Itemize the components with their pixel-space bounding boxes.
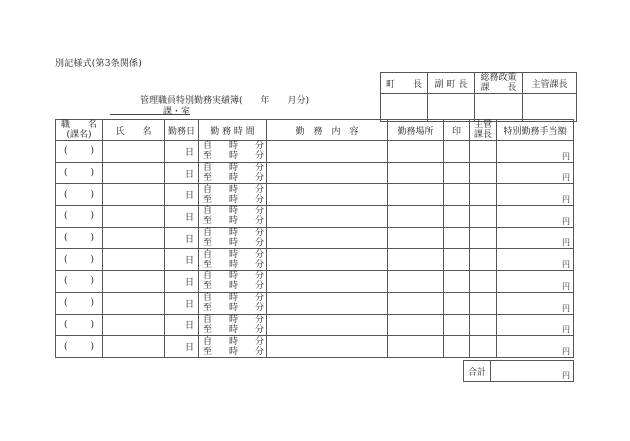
name-header: 氏 名	[103, 120, 165, 141]
from-label: 自	[203, 271, 213, 282]
chief-col-line1: 主管	[473, 120, 492, 130]
paren-close: )	[90, 298, 94, 309]
work-place-cell[interactable]	[388, 206, 444, 228]
chief-col-line2: 課長	[473, 130, 492, 140]
dept-underline	[110, 114, 190, 115]
hour-unit: 時	[229, 238, 239, 249]
work-place-cell[interactable]	[388, 162, 444, 184]
chief-header: 主管課長	[523, 73, 577, 94]
seal-cell[interactable]	[444, 227, 470, 249]
position-cell[interactable]	[56, 141, 103, 163]
day-unit: 日	[184, 299, 194, 310]
minute-unit: 分	[255, 324, 265, 335]
minute-unit: 分	[255, 206, 265, 217]
work-day-cell[interactable]	[165, 141, 199, 163]
work-day-cell[interactable]	[165, 184, 199, 206]
work-place-cell[interactable]	[388, 249, 444, 271]
position-cell[interactable]	[56, 314, 103, 336]
paren-close: )	[90, 233, 94, 244]
hour-unit: 時	[229, 141, 239, 152]
to-label: 至	[203, 346, 213, 357]
name-cell[interactable]	[103, 249, 165, 271]
work-place-cell[interactable]	[388, 314, 444, 336]
work-content-cell[interactable]	[267, 227, 388, 249]
seal-cell[interactable]	[444, 271, 470, 293]
work-content-cell[interactable]	[267, 249, 388, 271]
paren-close: )	[90, 146, 94, 157]
day-unit: 日	[184, 343, 194, 354]
form-title: 管理職員特別勤務実績簿( 年 月分)	[140, 96, 310, 106]
from-label: 自	[203, 141, 213, 152]
position-cell[interactable]	[56, 227, 103, 249]
allowance-cell[interactable]	[497, 162, 574, 184]
hour-unit: 時	[229, 336, 239, 347]
hour-unit: 時	[229, 173, 239, 184]
name-cell[interactable]	[103, 271, 165, 293]
work-day-cell[interactable]	[165, 336, 199, 358]
work-time-cell[interactable]	[199, 336, 267, 358]
minute-unit: 分	[255, 194, 265, 205]
to-label: 至	[203, 151, 213, 162]
table-row	[56, 141, 574, 163]
chief-seal-cell[interactable]	[470, 336, 497, 358]
minute-unit: 分	[255, 336, 265, 347]
chief-seal-cell[interactable]	[470, 314, 497, 336]
hour-unit: 時	[229, 346, 239, 357]
hour-unit: 時	[229, 163, 239, 174]
form-caption: 別記様式(第3条関係)	[55, 59, 142, 69]
paren-open: (	[64, 276, 68, 287]
work-time-cell[interactable]	[199, 292, 267, 314]
minute-unit: 分	[255, 303, 265, 314]
table-row	[56, 292, 574, 314]
minute-unit: 分	[255, 228, 265, 239]
paren-close: )	[90, 319, 94, 330]
hour-unit: 時	[229, 206, 239, 217]
town-head-seal-box[interactable]	[381, 94, 428, 122]
work-place-cell[interactable]	[388, 227, 444, 249]
allowance-cell[interactable]	[497, 292, 574, 314]
seal-cell[interactable]	[444, 292, 470, 314]
name-cell[interactable]	[103, 314, 165, 336]
hour-unit: 時	[229, 151, 239, 162]
position-cell[interactable]	[56, 271, 103, 293]
from-label: 自	[203, 249, 213, 260]
from-label: 自	[203, 293, 213, 304]
seal-cell[interactable]	[444, 162, 470, 184]
work-time-cell[interactable]	[199, 271, 267, 293]
work-time-cell[interactable]	[199, 184, 267, 206]
work-content-cell[interactable]	[267, 206, 388, 228]
table-row	[56, 206, 574, 228]
work-time-cell[interactable]	[199, 206, 267, 228]
day-unit: 日	[184, 147, 194, 158]
work-content-cell[interactable]	[267, 271, 388, 293]
minute-unit: 分	[255, 259, 265, 270]
seal-cell[interactable]	[444, 336, 470, 358]
position-cell[interactable]	[56, 162, 103, 184]
yen-unit: 円	[562, 303, 570, 313]
name-cell[interactable]	[103, 141, 165, 163]
chief-seal-cell[interactable]	[470, 227, 497, 249]
paren-close: )	[90, 189, 94, 200]
hour-unit: 時	[229, 281, 239, 292]
paren-open: (	[64, 168, 68, 179]
seal-cell[interactable]	[444, 249, 470, 271]
chief-col-header	[470, 120, 497, 141]
position-header-line1: 職 名	[60, 120, 97, 130]
work-content-cell[interactable]	[267, 336, 388, 358]
minute-unit: 分	[255, 151, 265, 162]
work-time-header: 勤 務 時 間	[199, 120, 267, 141]
work-content-cell[interactable]	[267, 292, 388, 314]
chief-seal-cell[interactable]	[470, 249, 497, 271]
allowance-cell[interactable]	[497, 184, 574, 206]
to-label: 至	[203, 324, 213, 335]
to-label: 至	[203, 303, 213, 314]
work-content-cell[interactable]	[267, 162, 388, 184]
paren-close: )	[90, 254, 94, 265]
paren-open: (	[64, 233, 68, 244]
minute-unit: 分	[255, 293, 265, 304]
from-label: 自	[203, 228, 213, 239]
work-day-cell[interactable]	[165, 292, 199, 314]
hour-unit: 時	[229, 249, 239, 260]
position-cell[interactable]	[56, 292, 103, 314]
total-yen: 円	[562, 371, 570, 380]
yen-unit: 円	[562, 325, 570, 335]
policy-chief-line1: 総務政策	[480, 73, 517, 83]
allowance-cell[interactable]	[497, 314, 574, 336]
table-row	[56, 336, 574, 358]
from-label: 自	[203, 163, 213, 174]
work-place-header: 勤務場所	[388, 120, 444, 141]
total-label: 合計	[464, 361, 491, 382]
total-table	[463, 360, 574, 382]
chief-seal-cell[interactable]	[470, 184, 497, 206]
work-content-cell[interactable]	[267, 184, 388, 206]
day-unit: 日	[184, 277, 194, 288]
work-day-cell[interactable]	[165, 271, 199, 293]
work-content-cell[interactable]	[267, 141, 388, 163]
name-cell[interactable]	[103, 162, 165, 184]
work-day-cell[interactable]	[165, 314, 199, 336]
day-unit: 日	[184, 256, 194, 267]
work-day-cell[interactable]	[165, 227, 199, 249]
work-day-cell[interactable]	[165, 162, 199, 184]
hour-unit: 時	[229, 324, 239, 335]
paren-close: )	[90, 168, 94, 179]
yen-unit: 円	[562, 216, 570, 226]
work-time-cell[interactable]	[199, 249, 267, 271]
chief-seal-cell[interactable]	[470, 141, 497, 163]
work-place-cell[interactable]	[388, 271, 444, 293]
hour-unit: 時	[229, 259, 239, 270]
yen-unit: 円	[562, 260, 570, 270]
paren-open: (	[64, 298, 68, 309]
deputy-head-seal-box[interactable]	[428, 94, 475, 122]
position-cell[interactable]	[56, 184, 103, 206]
approval-stamp-table	[380, 72, 577, 122]
total-amount-cell[interactable]	[491, 361, 574, 382]
paren-close: )	[90, 341, 94, 352]
table-row	[56, 227, 574, 249]
policy-chief-seal-box[interactable]	[475, 94, 523, 122]
yen-unit: 円	[562, 195, 570, 205]
from-label: 自	[203, 184, 213, 195]
minute-unit: 分	[255, 238, 265, 249]
chief-seal-box[interactable]	[523, 94, 577, 122]
name-cell[interactable]	[103, 227, 165, 249]
work-day-cell[interactable]	[165, 206, 199, 228]
seal-cell[interactable]	[444, 206, 470, 228]
work-place-cell[interactable]	[388, 292, 444, 314]
day-unit: 日	[184, 169, 194, 180]
yen-unit: 円	[562, 281, 570, 291]
work-time-cell[interactable]	[199, 314, 267, 336]
minute-unit: 分	[255, 141, 265, 152]
day-unit: 日	[184, 191, 194, 202]
work-place-cell[interactable]	[388, 184, 444, 206]
hour-unit: 時	[229, 184, 239, 195]
deputy-head-header: 副 町 長	[428, 73, 475, 94]
paren-open: (	[64, 146, 68, 157]
chief-seal-cell[interactable]	[470, 162, 497, 184]
name-cell[interactable]	[103, 292, 165, 314]
paren-open: (	[64, 189, 68, 200]
allowance-cell[interactable]	[497, 249, 574, 271]
table-row	[56, 249, 574, 271]
table-row	[56, 184, 574, 206]
work-time-cell[interactable]	[199, 227, 267, 249]
from-label: 自	[203, 206, 213, 217]
hour-unit: 時	[229, 194, 239, 205]
chief-seal-cell[interactable]	[470, 206, 497, 228]
day-unit: 日	[184, 321, 194, 332]
position-header-line2: (課名)	[66, 130, 92, 140]
yen-unit: 円	[562, 346, 570, 356]
name-cell[interactable]	[103, 184, 165, 206]
work-day-header: 勤務日	[165, 120, 199, 141]
minute-unit: 分	[255, 271, 265, 282]
to-label: 至	[203, 238, 213, 249]
seal-cell[interactable]	[444, 184, 470, 206]
hour-unit: 時	[229, 271, 239, 282]
work-time-cell[interactable]	[199, 162, 267, 184]
to-label: 至	[203, 281, 213, 292]
to-label: 至	[203, 194, 213, 205]
allowance-cell[interactable]	[497, 227, 574, 249]
table-row	[56, 271, 574, 293]
position-header	[56, 120, 103, 141]
minute-unit: 分	[255, 216, 265, 227]
minute-unit: 分	[255, 346, 265, 357]
allowance-cell[interactable]	[497, 206, 574, 228]
table-row	[56, 314, 574, 336]
name-cell[interactable]	[103, 206, 165, 228]
to-label: 至	[203, 216, 213, 227]
to-label: 至	[203, 259, 213, 270]
seal-header: 印	[444, 120, 470, 141]
seal-cell[interactable]	[444, 141, 470, 163]
work-content-header: 勤 務 内 容	[267, 120, 388, 141]
yen-unit: 円	[562, 173, 570, 183]
position-cell[interactable]	[56, 249, 103, 271]
minute-unit: 分	[255, 184, 265, 195]
hour-unit: 時	[229, 228, 239, 239]
paren-close: )	[90, 276, 94, 287]
policy-chief-line2: 課 長	[480, 83, 517, 93]
work-place-cell[interactable]	[388, 141, 444, 163]
position-cell[interactable]	[56, 206, 103, 228]
minute-unit: 分	[255, 173, 265, 184]
minute-unit: 分	[255, 163, 265, 174]
allowance-cell[interactable]	[497, 336, 574, 358]
from-label: 自	[203, 336, 213, 347]
hour-unit: 時	[229, 314, 239, 325]
allowance-cell[interactable]	[497, 271, 574, 293]
yen-unit: 円	[562, 151, 570, 161]
work-day-cell[interactable]	[165, 249, 199, 271]
name-cell[interactable]	[103, 336, 165, 358]
work-content-cell[interactable]	[267, 314, 388, 336]
policy-chief-header	[475, 73, 523, 94]
from-label: 自	[203, 314, 213, 325]
paren-open: (	[64, 211, 68, 222]
minute-unit: 分	[255, 281, 265, 292]
allowance-cell[interactable]	[497, 141, 574, 163]
seal-cell[interactable]	[444, 314, 470, 336]
yen-unit: 円	[562, 238, 570, 248]
work-place-cell[interactable]	[388, 336, 444, 358]
minute-unit: 分	[255, 314, 265, 325]
day-unit: 日	[184, 212, 194, 223]
table-row	[56, 162, 574, 184]
allowance-header: 特別勤務手当額	[497, 120, 574, 141]
work-time-cell[interactable]	[199, 141, 267, 163]
chief-seal-cell[interactable]	[470, 292, 497, 314]
work-record-table	[55, 119, 574, 358]
paren-open: (	[64, 319, 68, 330]
chief-seal-cell[interactable]	[470, 271, 497, 293]
hour-unit: 時	[229, 293, 239, 304]
to-label: 至	[203, 173, 213, 184]
day-unit: 日	[184, 234, 194, 245]
dept-label: 課・室	[163, 107, 191, 117]
paren-close: )	[90, 211, 94, 222]
minute-unit: 分	[255, 249, 265, 260]
town-head-header: 町 長	[381, 73, 428, 94]
paren-open: (	[64, 254, 68, 265]
position-cell[interactable]	[56, 336, 103, 358]
paren-open: (	[64, 341, 68, 352]
hour-unit: 時	[229, 303, 239, 314]
hour-unit: 時	[229, 216, 239, 227]
